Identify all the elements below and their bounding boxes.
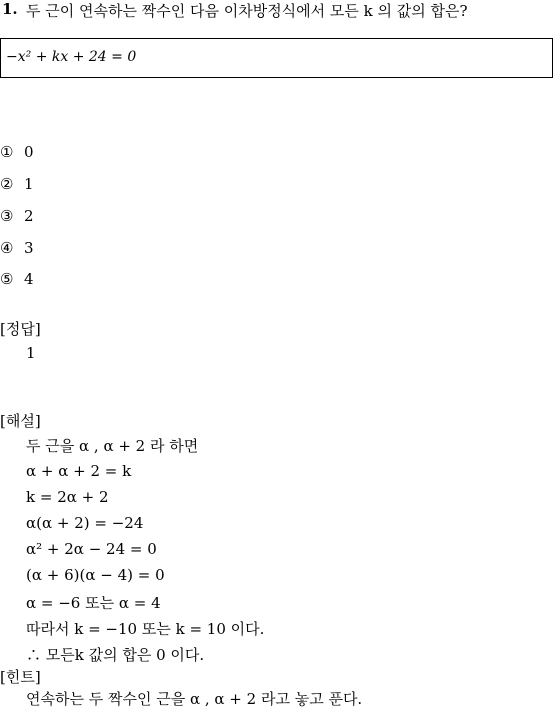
- choice-1-value: 0: [24, 143, 34, 161]
- explanation-line-1: 두 근을 α , α + 2 라 하면: [26, 437, 199, 455]
- explanation-line-4: α(α + 2) = −24: [26, 514, 144, 532]
- choice-2-mark: ②: [0, 175, 14, 193]
- choice-3: [0, 207, 34, 225]
- choice-5-value: 4: [24, 270, 34, 288]
- choice-4: [0, 239, 34, 257]
- answer-value: 1: [26, 344, 36, 362]
- choice-2-value: 1: [24, 175, 34, 193]
- choice-5: [0, 270, 34, 288]
- hint-text: 연속하는 두 짝수인 근을 α , α + 2 라고 놓고 푼다.: [26, 690, 363, 708]
- explanation-line-2: α + α + 2 = k: [26, 462, 132, 480]
- explanation-label: [해설]: [0, 412, 41, 430]
- choice-5-mark: ⑤: [0, 270, 14, 288]
- answer-label: [정답]: [0, 320, 41, 338]
- choice-1-mark: ①: [0, 143, 14, 161]
- choice-3-mark: ③: [0, 207, 14, 225]
- equation-text: −x² + kx + 24 = 0: [6, 49, 137, 65]
- explanation-line-5: α² + 2α − 24 = 0: [26, 540, 157, 558]
- question-text: 두 근이 연속하는 짝수인 다음 이차방정식에서 모든 k 의 값의 합은?: [26, 2, 468, 20]
- question-number: 1.: [2, 0, 18, 18]
- explanation-line-8: 따라서 k = −10 또는 k = 10 이다.: [26, 620, 265, 638]
- equation-box: [0, 38, 553, 78]
- choice-1: [0, 143, 34, 161]
- explanation-line-3: k = 2α + 2: [26, 488, 109, 506]
- choice-4-mark: ④: [0, 239, 14, 257]
- hint-label: [힌트]: [0, 668, 41, 686]
- explanation-line-7: α = −6 또는 α = 4: [26, 594, 161, 612]
- choice-2: [0, 175, 34, 193]
- explanation-line-9: ∴ 모든k 값의 합은 0 이다.: [26, 646, 205, 664]
- choice-3-value: 2: [24, 207, 34, 225]
- explanation-line-6: (α + 6)(α − 4) = 0: [26, 566, 165, 584]
- choice-4-value: 3: [24, 239, 34, 257]
